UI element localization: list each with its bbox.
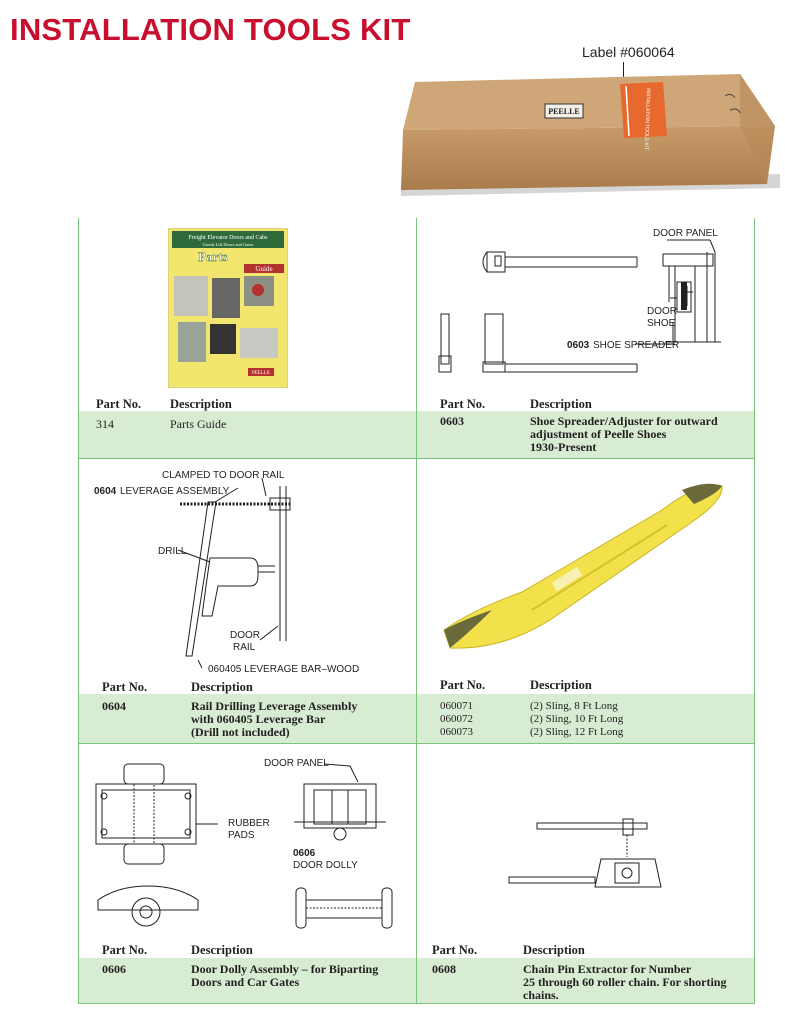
sling-part-no: 060072 [440, 713, 473, 725]
label-door-2: DOOR [230, 630, 260, 641]
desc-line: (Drill not included) [191, 725, 290, 739]
desc-dolly [191, 963, 411, 989]
sling-desc-list [530, 700, 623, 739]
sling-part-no: 060071 [440, 700, 473, 712]
label-shoe: SHOE [647, 318, 676, 329]
kit-box-image [395, 66, 780, 201]
header-description-6: Description [523, 943, 585, 957]
grid-border-right [754, 218, 755, 1004]
header-description: Description [170, 397, 232, 411]
box-label-callout: Label #060064 [582, 44, 675, 60]
sling-part-no: 060073 [440, 726, 473, 738]
header-description-2: Description [530, 397, 592, 411]
label-pads: PADS [228, 830, 255, 841]
grid-divider-bottom [78, 1003, 755, 1004]
header-part-no-2: Part No. [440, 397, 486, 411]
desc-line: Chain Pin Extractor for Number [523, 962, 692, 976]
door-dolly-diagram [88, 752, 410, 942]
label-rail: RAIL [233, 642, 256, 653]
chain-pin-extractor-diagram [505, 815, 675, 900]
label-door-dolly: DOOR DOLLY [293, 860, 358, 871]
band-314 [79, 411, 416, 458]
label-shoe-spreader: SHOE SPREADER [593, 340, 680, 351]
grid-border-left [78, 218, 79, 1004]
page-title: INSTALLATION TOOLS KIT [10, 12, 411, 47]
desc-shoe-spreader [530, 415, 750, 454]
desc-line: Rail Drilling Leverage Assembly [191, 699, 358, 713]
label-door-panel: DOOR PANEL [653, 228, 718, 239]
label-clamped: CLAMPED TO DOOR RAIL [162, 470, 285, 481]
header-part-no-6: Part No. [432, 943, 478, 957]
cover-title: Freight Elevator Doors and Cabs [188, 235, 268, 241]
header-description-3: Description [191, 680, 253, 694]
desc-line: 1930-Present [530, 440, 597, 454]
header-part-no-3: Part No. [102, 680, 148, 694]
sling-desc: (2) Sling, 10 Ft Long [530, 713, 624, 725]
desc-line: adjustment of Peelle Shoes [530, 427, 667, 441]
desc-line: 25 through 60 roller chain. For shorting [523, 975, 727, 989]
part-no-0606: 0606 [102, 962, 126, 976]
cover-subtitle: Goods Lift Doors and Gates [202, 242, 254, 247]
header-part-no-5: Part No. [102, 943, 148, 957]
label-rubber: RUBBER [228, 818, 270, 829]
desc-parts-guide: Parts Guide [170, 417, 227, 431]
desc-line: with 060405 Leverage Bar [191, 712, 326, 726]
cover-brand: PEELLE [251, 371, 271, 376]
desc-line: chains. [523, 988, 559, 1002]
grid-divider-vertical [416, 218, 417, 1004]
desc-line: Door Dolly Assembly – for Biparting [191, 962, 379, 976]
grid-divider-row1 [78, 458, 755, 459]
part-no-0604: 0604 [102, 699, 126, 713]
desc-chain [523, 963, 751, 1002]
grid-divider-row2 [78, 743, 755, 744]
label-leverage-assembly: LEVERAGE ASSEMBLY [120, 486, 230, 497]
sling-part-list [440, 700, 473, 739]
label-leverage-bar: 060405 LEVERAGE BAR–WOOD [208, 664, 360, 675]
box-label-text: INSTALLATION TOOLS KIT [642, 87, 651, 151]
header-description-4: Description [530, 678, 592, 692]
cover-guide: Guide [255, 265, 273, 273]
label-door-panel-2: DOOR PANEL [264, 758, 329, 769]
cover-parts: Parts [198, 249, 228, 264]
label-drill: DRILL [158, 546, 187, 557]
part-no-0608: 0608 [432, 962, 456, 976]
box-brand: PEELLE [548, 107, 580, 116]
shoe-spreader-diagram [425, 222, 750, 400]
label-0603-code: 0603 [567, 340, 590, 351]
sling-desc: (2) Sling, 8 Ft Long [530, 700, 618, 712]
leverage-assembly-diagram [90, 466, 412, 678]
part-no-0603: 0603 [440, 414, 464, 428]
desc-line: Doors and Car Gates [191, 975, 300, 989]
sling-image [432, 470, 732, 660]
label-0606-code: 0606 [293, 848, 316, 859]
header-part-no: Part No. [96, 397, 142, 411]
parts-guide-cover-image [168, 228, 288, 388]
header-part-no-4: Part No. [440, 678, 486, 692]
label-0604-code: 0604 [94, 486, 117, 497]
header-description-5: Description [191, 943, 253, 957]
sling-desc: (2) Sling, 12 Ft Long [530, 726, 624, 738]
desc-line: Shoe Spreader/Adjuster for outward [530, 414, 718, 428]
label-door: DOOR [647, 306, 677, 317]
part-no-314: 314 [96, 417, 114, 431]
desc-leverage [191, 700, 411, 739]
